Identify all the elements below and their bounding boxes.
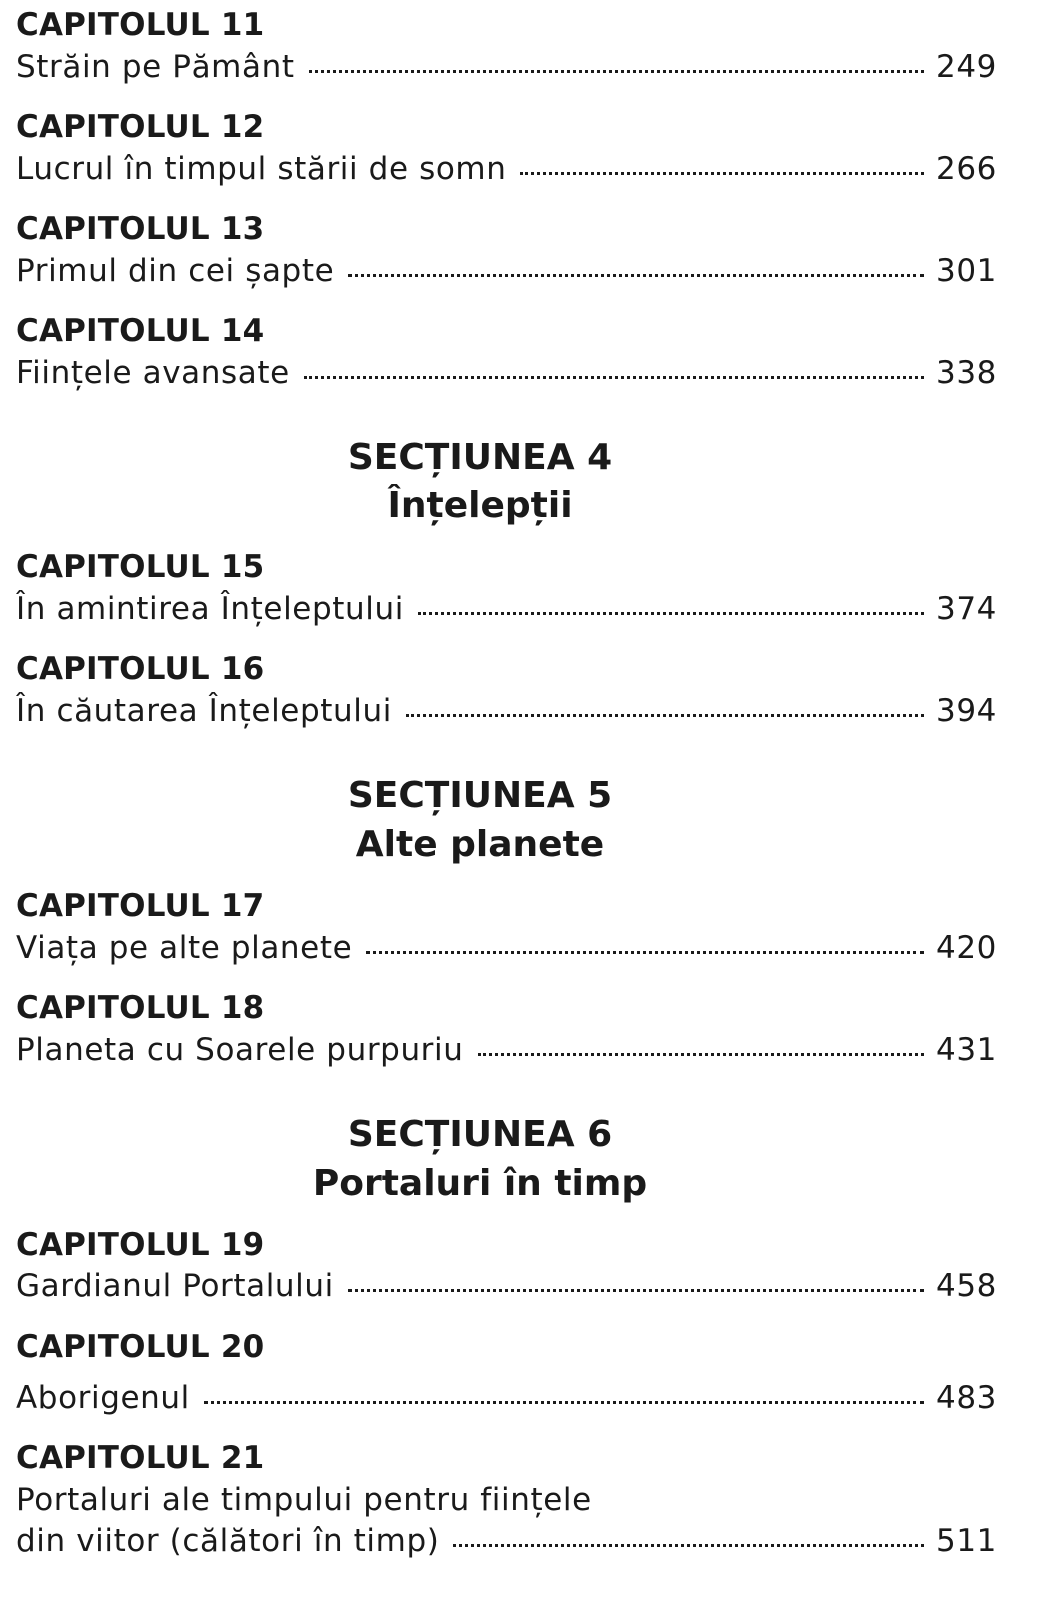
section-title: Înțelepții [387, 485, 573, 526]
toc-entry[interactable] [16, 1380, 997, 1416]
page-number: 420 [936, 930, 997, 966]
page-number: 511 [936, 1523, 997, 1559]
toc-entry[interactable] [16, 253, 997, 289]
toc-entry[interactable] [16, 1268, 997, 1304]
entry-title: Gardianul Portalului [16, 1268, 334, 1304]
entry-title: Planeta cu Soarele purpuriu [16, 1032, 464, 1068]
page-number: 266 [936, 151, 997, 187]
dot-leader [348, 274, 924, 277]
entry-title: Străin pe Pământ [16, 49, 295, 85]
chapter-heading: CAPITOLUL 12 [16, 109, 265, 145]
page-number: 483 [936, 1380, 997, 1416]
chapter-heading: CAPITOLUL 21 [16, 1440, 265, 1476]
dot-leader [366, 951, 924, 954]
dot-leader [478, 1053, 925, 1056]
chapter-heading: CAPITOLUL 16 [16, 651, 265, 687]
entry-title-line-1: Portaluri ale timpului pentru ființele [16, 1482, 592, 1518]
toc-entry[interactable] [16, 151, 997, 187]
toc-entry[interactable] [16, 1032, 997, 1068]
dot-leader [520, 172, 924, 175]
chapter-heading: CAPITOLUL 13 [16, 211, 265, 247]
section-title: Portaluri în timp [312, 1163, 648, 1204]
entry-title: Viața pe alte planete [16, 930, 353, 966]
dot-leader [204, 1401, 924, 1404]
section-label: SECȚIUNEA 6 [347, 1114, 613, 1155]
chapter-heading: CAPITOLUL 11 [16, 7, 265, 43]
chapter-heading: CAPITOLUL 19 [16, 1227, 265, 1263]
section-title: Alte planete [355, 824, 605, 865]
dot-leader [453, 1544, 924, 1547]
chapter-heading: CAPITOLUL 18 [16, 990, 265, 1026]
entry-title: Aborigenul [16, 1380, 190, 1416]
chapter-heading: CAPITOLUL 14 [16, 313, 265, 349]
toc-entry[interactable] [16, 355, 997, 391]
section-label: SECȚIUNEA 5 [347, 775, 613, 816]
page-number: 374 [936, 591, 997, 627]
toc-entry[interactable] [16, 49, 997, 85]
entry-title: În amintirea Înțeleptului [16, 591, 404, 627]
toc-entry[interactable] [16, 1523, 997, 1559]
chapter-heading: CAPITOLUL 17 [16, 888, 265, 924]
page-number: 249 [936, 49, 997, 85]
entry-title: Ființele avansate [16, 355, 290, 391]
dot-leader [406, 714, 924, 717]
chapter-heading: CAPITOLUL 20 [16, 1329, 265, 1365]
page-number: 338 [936, 355, 997, 391]
dot-leader [304, 376, 924, 379]
toc-entry[interactable] [16, 591, 997, 627]
entry-title: din viitor (călători în timp) [16, 1523, 440, 1559]
section-label: SECȚIUNEA 4 [347, 437, 613, 478]
page-number: 394 [936, 693, 997, 729]
entry-title: În căutarea Înțeleptului [16, 693, 392, 729]
page-number: 301 [936, 253, 997, 289]
entry-title: Lucrul în timpul stării de somn [16, 151, 507, 187]
entry-title: Primul din cei șapte [16, 253, 335, 289]
toc-entry[interactable] [16, 930, 997, 966]
page-number: 458 [936, 1268, 997, 1304]
toc-entry[interactable] [16, 693, 997, 729]
chapter-heading: CAPITOLUL 15 [16, 549, 265, 585]
dot-leader [348, 1289, 924, 1292]
dot-leader [418, 612, 924, 615]
dot-leader [309, 70, 924, 73]
page-number: 431 [936, 1032, 997, 1068]
